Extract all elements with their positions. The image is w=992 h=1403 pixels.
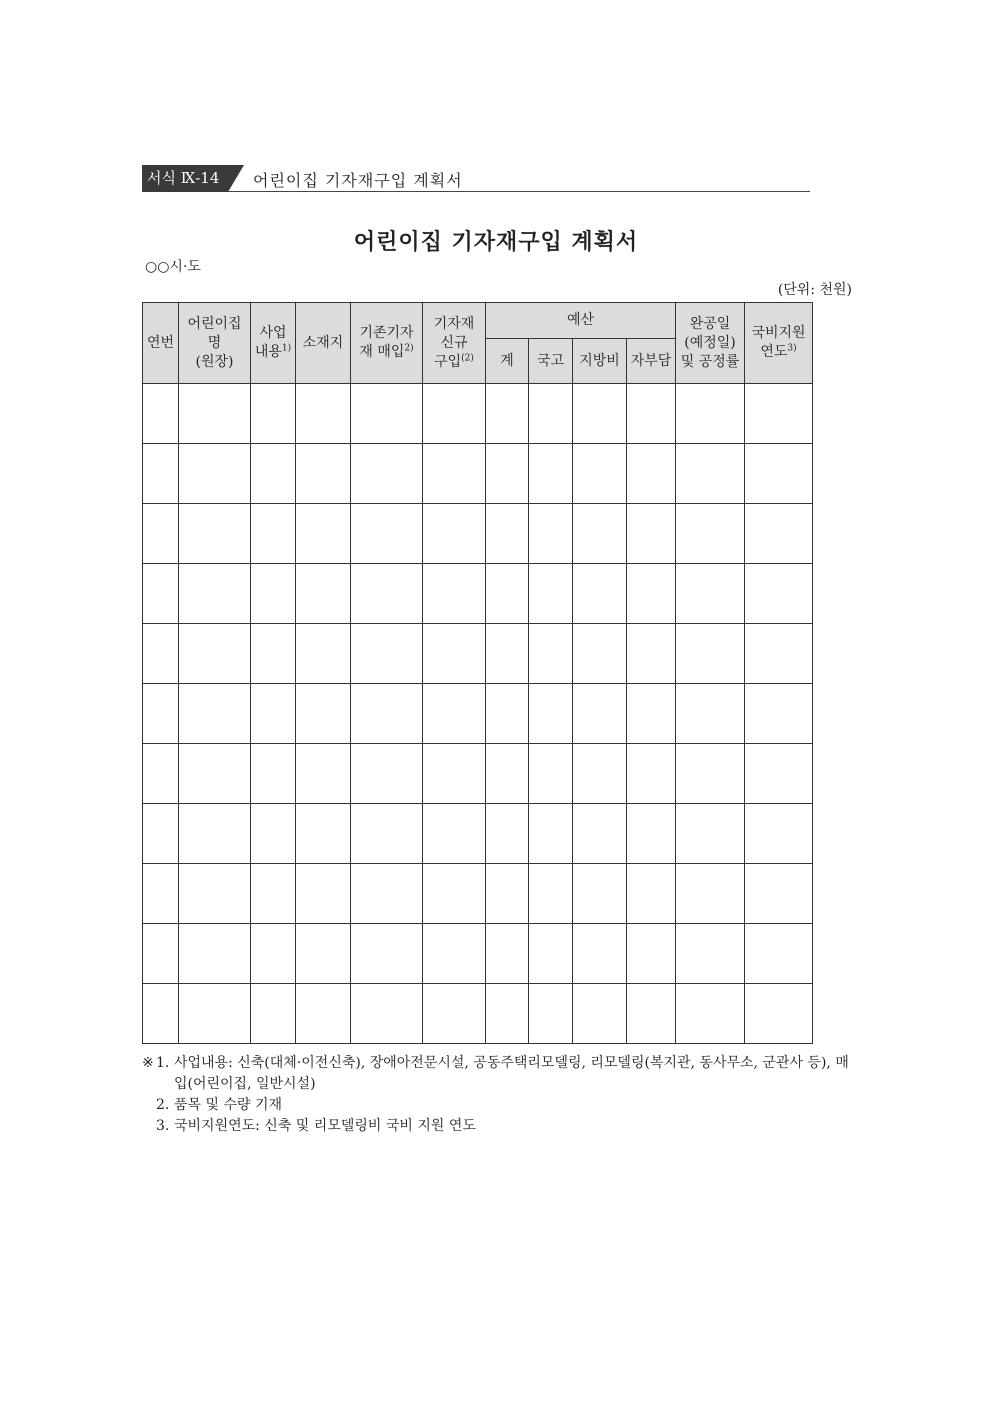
table-cell[interactable] bbox=[143, 504, 179, 564]
table-cell[interactable] bbox=[296, 624, 351, 684]
header-budget-self: 자부담 bbox=[627, 339, 676, 384]
table-cell[interactable] bbox=[251, 504, 296, 564]
table-cell[interactable] bbox=[179, 864, 251, 924]
table-cell[interactable] bbox=[529, 984, 573, 1044]
table-cell[interactable] bbox=[486, 504, 529, 564]
footnotes bbox=[142, 1053, 862, 1137]
table-cell[interactable] bbox=[143, 444, 179, 504]
table-cell[interactable] bbox=[423, 684, 486, 744]
table-cell[interactable] bbox=[296, 684, 351, 744]
table-cell[interactable] bbox=[296, 564, 351, 624]
table-cell[interactable] bbox=[745, 924, 813, 984]
header-existing-equipment: 기존기자 재 매입$^{2)}$ bbox=[351, 303, 423, 384]
table-cell[interactable] bbox=[296, 504, 351, 564]
table-cell[interactable] bbox=[745, 864, 813, 924]
table-cell[interactable] bbox=[676, 504, 745, 564]
header-location: 소재지 bbox=[296, 303, 351, 384]
table-cell[interactable] bbox=[179, 444, 251, 504]
table-cell[interactable] bbox=[627, 864, 676, 924]
table-cell[interactable] bbox=[676, 924, 745, 984]
table-cell[interactable] bbox=[529, 744, 573, 804]
table-cell[interactable] bbox=[573, 504, 627, 564]
table-cell[interactable] bbox=[745, 624, 813, 684]
table-cell[interactable] bbox=[351, 744, 423, 804]
table-cell[interactable] bbox=[423, 924, 486, 984]
table-cell[interactable] bbox=[251, 564, 296, 624]
table-cell[interactable] bbox=[573, 984, 627, 1044]
table-cell[interactable] bbox=[676, 804, 745, 864]
table-cell[interactable] bbox=[296, 924, 351, 984]
table-cell[interactable] bbox=[529, 444, 573, 504]
table-cell[interactable] bbox=[423, 384, 486, 444]
table-cell[interactable] bbox=[745, 564, 813, 624]
purchase-plan-table bbox=[142, 302, 813, 1044]
table-cell[interactable] bbox=[486, 564, 529, 624]
table-cell[interactable] bbox=[351, 444, 423, 504]
table-cell[interactable] bbox=[143, 984, 179, 1044]
table-cell[interactable] bbox=[486, 804, 529, 864]
table-row bbox=[143, 864, 813, 924]
table-cell[interactable] bbox=[351, 624, 423, 684]
unit-label: (단위: 천원) bbox=[777, 282, 852, 298]
table-cell[interactable] bbox=[676, 864, 745, 924]
table-cell[interactable] bbox=[573, 804, 627, 864]
table-cell[interactable] bbox=[296, 864, 351, 924]
table-cell[interactable] bbox=[143, 684, 179, 744]
document-title: 어린이집 기자재구입 계획서 bbox=[353, 230, 639, 255]
note-number: 1. bbox=[156, 1055, 170, 1071]
table-cell[interactable] bbox=[529, 624, 573, 684]
table-row bbox=[143, 564, 813, 624]
header-seq: 연번 bbox=[143, 303, 179, 384]
table-cell[interactable] bbox=[351, 924, 423, 984]
table-cell[interactable] bbox=[676, 444, 745, 504]
table-cell[interactable] bbox=[676, 384, 745, 444]
table-cell[interactable] bbox=[486, 924, 529, 984]
table-cell[interactable] bbox=[251, 444, 296, 504]
table-cell[interactable] bbox=[179, 804, 251, 864]
table-cell[interactable] bbox=[486, 744, 529, 804]
table-cell[interactable] bbox=[627, 924, 676, 984]
table-cell[interactable] bbox=[251, 744, 296, 804]
footnote-1 bbox=[142, 1053, 862, 1095]
header-support-year: 국비지원 연도$^{3)}$ bbox=[745, 303, 813, 384]
table-cell[interactable] bbox=[179, 984, 251, 1044]
table-cell[interactable] bbox=[251, 684, 296, 744]
table-cell[interactable] bbox=[676, 624, 745, 684]
table-cell[interactable] bbox=[351, 384, 423, 444]
header-center-name: 어린이집 명 (원장) bbox=[179, 303, 251, 384]
table-cell[interactable] bbox=[179, 384, 251, 444]
table-cell[interactable] bbox=[573, 744, 627, 804]
table-cell[interactable] bbox=[143, 924, 179, 984]
table-cell[interactable] bbox=[627, 744, 676, 804]
table-cell[interactable] bbox=[745, 384, 813, 444]
region-label: ○○시·도 bbox=[145, 259, 201, 275]
table-cell[interactable] bbox=[423, 864, 486, 924]
header-new-equipment: 기자재 신규 구입$^{(2)}$ bbox=[423, 303, 486, 384]
table-cell[interactable] bbox=[745, 504, 813, 564]
table-row bbox=[143, 984, 813, 1044]
table-cell[interactable] bbox=[351, 504, 423, 564]
table-cell[interactable] bbox=[627, 444, 676, 504]
footnote-2 bbox=[142, 1095, 862, 1116]
header-budget-national: 국고 bbox=[529, 339, 573, 384]
table-cell[interactable] bbox=[179, 684, 251, 744]
table-cell[interactable] bbox=[529, 924, 573, 984]
table-cell[interactable] bbox=[423, 744, 486, 804]
table-cell[interactable] bbox=[745, 804, 813, 864]
table-cell[interactable] bbox=[529, 864, 573, 924]
table-row bbox=[143, 624, 813, 684]
table-cell[interactable] bbox=[627, 504, 676, 564]
table-row bbox=[143, 384, 813, 444]
table-cell[interactable] bbox=[251, 384, 296, 444]
table-cell[interactable] bbox=[179, 744, 251, 804]
table-cell[interactable] bbox=[351, 684, 423, 744]
table-cell[interactable] bbox=[627, 384, 676, 444]
header-business: 사업 내용$^{1)}$ bbox=[251, 303, 296, 384]
table-cell[interactable] bbox=[251, 924, 296, 984]
table-cell[interactable] bbox=[573, 384, 627, 444]
note-text: 국비지원연도: 신축 및 리모델링비 국비 지원 연도 bbox=[174, 1118, 476, 1134]
table-row bbox=[143, 924, 813, 984]
table-row bbox=[143, 684, 813, 744]
table-cell[interactable] bbox=[627, 564, 676, 624]
note-mark: ※ bbox=[142, 1055, 154, 1071]
form-header-title: 어린이집 기자재구입 계획서 bbox=[253, 171, 463, 190]
table-cell[interactable] bbox=[529, 504, 573, 564]
table-cell[interactable] bbox=[529, 564, 573, 624]
table-cell[interactable] bbox=[251, 804, 296, 864]
table-cell[interactable] bbox=[486, 444, 529, 504]
table-cell[interactable] bbox=[573, 564, 627, 624]
table-row bbox=[143, 504, 813, 564]
table-cell[interactable] bbox=[296, 744, 351, 804]
table-cell[interactable] bbox=[676, 684, 745, 744]
table-cell[interactable] bbox=[529, 684, 573, 744]
table-cell[interactable] bbox=[351, 984, 423, 1044]
table-cell[interactable] bbox=[486, 624, 529, 684]
table-cell[interactable] bbox=[351, 804, 423, 864]
form-header bbox=[142, 163, 810, 193]
table-cell[interactable] bbox=[573, 924, 627, 984]
table-cell[interactable] bbox=[351, 864, 423, 924]
table-cell[interactable] bbox=[179, 924, 251, 984]
table-cell[interactable] bbox=[423, 984, 486, 1044]
table-body bbox=[143, 384, 813, 1044]
table-cell[interactable] bbox=[745, 684, 813, 744]
table-cell[interactable] bbox=[143, 564, 179, 624]
table-cell[interactable] bbox=[745, 984, 813, 1044]
table-cell[interactable] bbox=[179, 504, 251, 564]
table-cell[interactable] bbox=[423, 444, 486, 504]
table-cell[interactable] bbox=[486, 864, 529, 924]
form-code-label-tail bbox=[228, 165, 244, 192]
table-cell[interactable] bbox=[296, 384, 351, 444]
table-cell[interactable] bbox=[676, 744, 745, 804]
footnote-3 bbox=[142, 1116, 862, 1137]
table-cell[interactable] bbox=[529, 804, 573, 864]
table-cell[interactable] bbox=[573, 864, 627, 924]
table-cell[interactable] bbox=[676, 564, 745, 624]
table-cell[interactable] bbox=[296, 984, 351, 1044]
table-cell[interactable] bbox=[351, 564, 423, 624]
table-row bbox=[143, 804, 813, 864]
table-cell[interactable] bbox=[143, 384, 179, 444]
note-text: 사업내용: 신축(대체·이전신축), 장애아전문시설, 공동주택리모델링, 리모델링(복지관, 동사무소, 군관사 등), 매입(어린이집, 일반시설) bbox=[174, 1055, 849, 1092]
table-cell[interactable] bbox=[573, 444, 627, 504]
table-cell[interactable] bbox=[627, 684, 676, 744]
note-number: 2. bbox=[156, 1097, 170, 1113]
table-cell[interactable] bbox=[486, 684, 529, 744]
table-cell[interactable] bbox=[423, 624, 486, 684]
header-budget-local: 지방비 bbox=[573, 339, 627, 384]
table-cell[interactable] bbox=[486, 384, 529, 444]
header-completion: 완공일 (예정일) 및 공정률 bbox=[676, 303, 745, 384]
table-cell[interactable] bbox=[179, 564, 251, 624]
table-cell[interactable] bbox=[529, 384, 573, 444]
table-cell[interactable] bbox=[251, 624, 296, 684]
table-row bbox=[143, 444, 813, 504]
table-row bbox=[143, 744, 813, 804]
table-cell[interactable] bbox=[423, 564, 486, 624]
table-cell[interactable] bbox=[745, 444, 813, 504]
form-header-rule bbox=[228, 191, 810, 192]
table-cell[interactable] bbox=[676, 984, 745, 1044]
table-cell[interactable] bbox=[486, 984, 529, 1044]
table-cell[interactable] bbox=[573, 684, 627, 744]
note-number: 3. bbox=[156, 1118, 170, 1134]
table-cell[interactable] bbox=[251, 864, 296, 924]
table-cell[interactable] bbox=[143, 804, 179, 864]
table-cell[interactable] bbox=[423, 504, 486, 564]
table-cell[interactable] bbox=[423, 804, 486, 864]
form-code-label: 서식 Ⅸ-14 bbox=[142, 165, 228, 192]
table-cell[interactable] bbox=[179, 624, 251, 684]
table-cell[interactable] bbox=[296, 444, 351, 504]
header-budget: 예산 bbox=[486, 303, 676, 339]
table-cell[interactable] bbox=[627, 804, 676, 864]
table-cell[interactable] bbox=[143, 744, 179, 804]
table-cell[interactable] bbox=[745, 744, 813, 804]
table-cell[interactable] bbox=[627, 984, 676, 1044]
note-text: 품목 및 수량 기재 bbox=[174, 1097, 283, 1113]
table-cell[interactable] bbox=[251, 984, 296, 1044]
table-cell[interactable] bbox=[627, 624, 676, 684]
table-cell[interactable] bbox=[143, 624, 179, 684]
table-cell[interactable] bbox=[143, 864, 179, 924]
header-budget-total: 계 bbox=[486, 339, 529, 384]
table-cell[interactable] bbox=[296, 804, 351, 864]
table-cell[interactable] bbox=[573, 624, 627, 684]
